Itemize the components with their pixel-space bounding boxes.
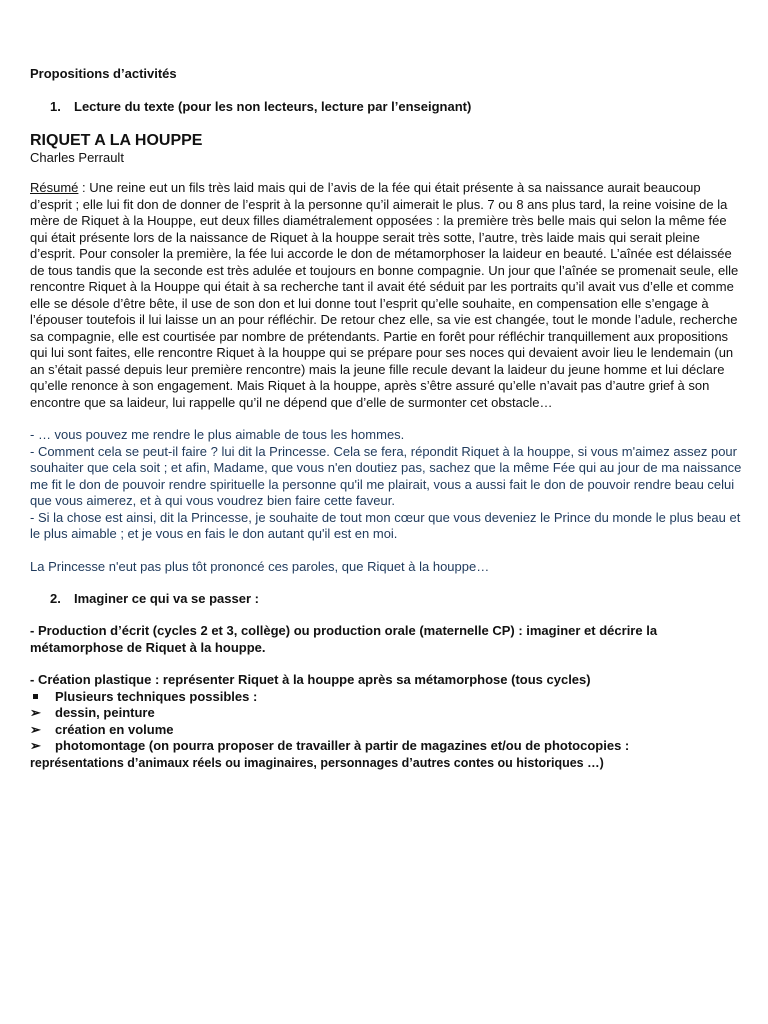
- summary-text: : Une reine eut un fils très laid mais qui de l’avis de la fée qui était présente à sa naissance aurait beaucoup d’esprit ; elle lui fit don de donner de l’esprit à la personne qu’il aimerait le plus. 7 ou 8 ans plus tard, la reine voisine de la mère de Riquet à la Houppe, eut deux filles diamétralement opposées : la première très belle mais qui selon la même fée qui était présente lors de la naissance de Riquet à la houppe serait très sotte, l’autre, très laide mais qui serait pleine d’esprit. Pour consoler la première, la fée lui accorde le don de métamorphoser la laideur en beauté. L’aînée est délaissée de tous tandis que la seconde est très adulée et toujours en bonne compagnie. Un jour que l’aînée se promenait seule, elle rencontre Riquet à la Houppe qui était à sa recherche tant il avait été séduit par les portraits qu’il avait vus d’elle et comme elle se désole d’être bête, il use de son don et lui donne tout l’esprit qu’elle souhaite, en compensation elle s’engage à l’épouser toutefois il lui laisse un an pour réfléchir. De retour chez elle, sa vie est changée, tout le monde l’adule, recherche sa compagnie, elle est courtisée par nombre de prétendants. Partie en forêt pour réfléchir tranquillement aux propositions qui lui sont faites, elle rencontre Riquet à la houppe qui se prépare pour ses noces qui devaient avoir lieu le lendemain (un an s’était passé depuis leur première rencontre) mais la jeune fille recule devant la laideur du jeune homme et lui déclare qu’elle renonce à son engagement. Mais Riquet à la houppe, après s’être assuré qu’elle n’avait pas d’autre grief à son encontre que sa laideur, lui rappelle qu’il ne dépend que d’elle de surmonter cet obstacle…: [30, 180, 739, 410]
- writing-activity: - Production d’écrit (cycles 2 et 3, collège) ou production orale (maternelle CP) : imaginer et décrire la métamorphose de Riquet à la houppe.: [30, 623, 658, 655]
- item-number: 2.: [50, 591, 61, 606]
- technique-label: photomontage (on pourra proposer de travailler à partir de magazines et/ou de photocopies :: [55, 738, 630, 753]
- activity-item-1: [30, 99, 742, 115]
- arrow-bullet-icon: ➢: [30, 721, 41, 737]
- summary-label: Résumé: [30, 180, 79, 195]
- dialogue-line-3: - Si la chose est ainsi, dit la Princesse, je souhaite de tout mon cœur que vous deveniez le Prince du monde le plus beau et le plus aimable ; et je vous en fais le don autant qu'il est en moi.: [30, 509, 741, 541]
- story-title: RIQUET A LA HOUPPE: [30, 132, 203, 149]
- technique-label: création en volume: [55, 721, 174, 737]
- art-activity: - Création plastique : représenter Riquet à la houppe après sa métamorphose (tous cycles): [30, 672, 591, 687]
- techniques-label: Plusieurs techniques possibles :: [55, 688, 258, 704]
- summary-paragraph: [30, 180, 742, 411]
- technique-item: [30, 722, 742, 739]
- dialogue-closing: La Princesse n'eut pas plus tôt prononcé ces paroles, que Riquet à la houppe…: [30, 558, 490, 574]
- section-title: Propositions d’activités: [30, 66, 177, 81]
- dialogue-line-1: - … vous pouvez me rendre le plus aimable de tous les hommes.: [30, 427, 405, 442]
- technique-label: dessin, peinture: [55, 705, 155, 720]
- item-label: Lecture du texte (pour les non lecteurs, lecture par l’enseignant): [74, 99, 472, 114]
- dialogue-line-2: - Comment cela se peut-il faire ? lui dit la Princesse. Cela se fera, répondit Riquet à la houppe, si vous m'aimez assez pour souhaiter que cela soit ; et afin, Madame, que vous n'en doutiez pas, sachez que la même Fée qui au jour de ma naissance me fit le don de pouvoir rendre spirituelle la personne qu'il me plairait, vous a aussi fait le don de pouvoir rendre beau celui que vous aimerez, et à qui vous voudrez bien faire cette faveur.: [30, 443, 742, 508]
- technique-continuation: représentations d’animaux réels ou imaginaires, personnages d’autres contes ou historiques …): [30, 755, 604, 770]
- item-number: 1.: [50, 99, 61, 114]
- technique-item: [30, 738, 742, 755]
- arrow-bullet-icon: ➢: [30, 738, 41, 753]
- technique-item: [30, 705, 742, 722]
- item-label: Imaginer ce qui va se passer :: [74, 591, 259, 606]
- activity-item-2: [30, 591, 742, 607]
- arrow-bullet-icon: ➢: [30, 705, 41, 720]
- square-bullet-icon: [33, 694, 38, 699]
- story-author: Charles Perrault: [30, 150, 124, 165]
- techniques-heading: [30, 689, 742, 706]
